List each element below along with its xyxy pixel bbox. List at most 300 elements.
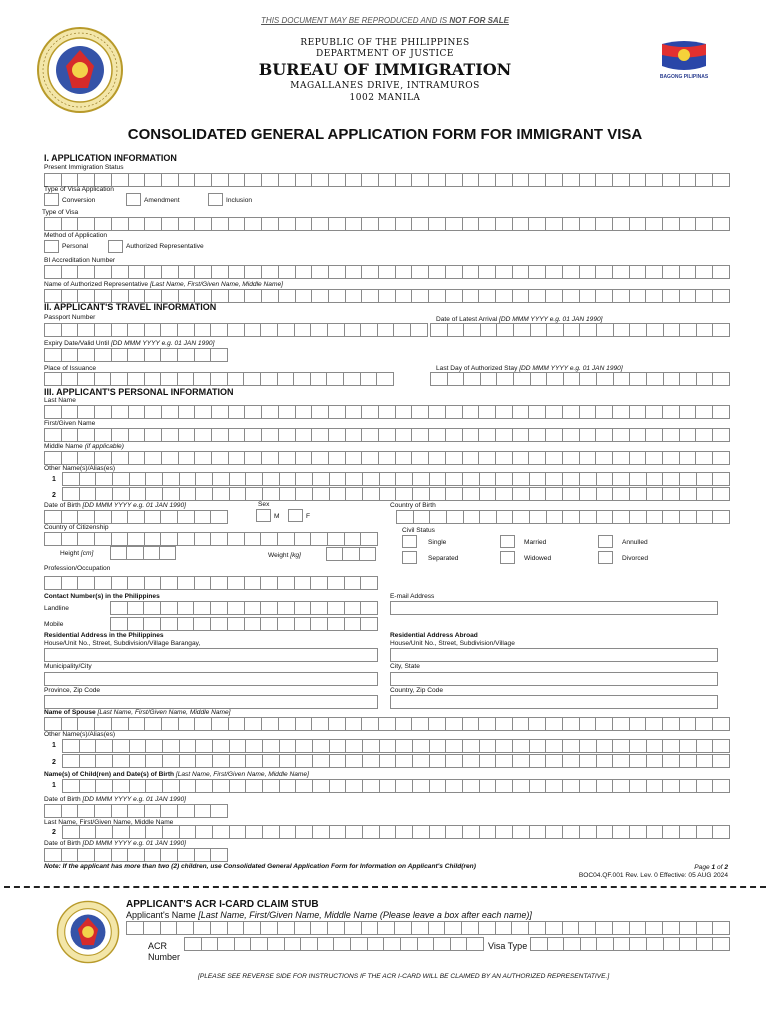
char-box[interactable]: [463, 488, 480, 500]
char-box[interactable]: [262, 174, 279, 186]
country-zip-input[interactable]: [390, 695, 718, 709]
char-box[interactable]: [713, 780, 730, 792]
char-box[interactable]: [346, 406, 363, 418]
char-box[interactable]: [145, 373, 162, 385]
char-box[interactable]: [195, 533, 212, 545]
char-box[interactable]: [111, 547, 127, 559]
char-box[interactable]: [78, 429, 95, 441]
char-box[interactable]: [96, 780, 113, 792]
char-box[interactable]: [163, 488, 180, 500]
char-box[interactable]: [580, 473, 597, 485]
char-box[interactable]: [161, 849, 178, 861]
char-box[interactable]: [296, 429, 313, 441]
char-box[interactable]: [211, 805, 228, 817]
char-box[interactable]: [664, 373, 681, 385]
char-box[interactable]: [597, 740, 614, 752]
char-box[interactable]: [128, 577, 145, 589]
char-box[interactable]: [62, 533, 79, 545]
char-box[interactable]: [229, 718, 246, 730]
bi-accred-input[interactable]: [44, 265, 730, 279]
char-box[interactable]: [363, 473, 380, 485]
char-box[interactable]: [346, 473, 363, 485]
char-box[interactable]: [229, 452, 246, 464]
char-box[interactable]: [480, 755, 497, 767]
char-box[interactable]: [362, 922, 379, 934]
char-box[interactable]: [178, 373, 195, 385]
char-box[interactable]: [613, 511, 630, 523]
char-box[interactable]: [529, 174, 546, 186]
height-input[interactable]: [110, 546, 176, 560]
char-box[interactable]: [345, 602, 362, 614]
char-box[interactable]: [45, 266, 62, 278]
char-box[interactable]: [62, 174, 79, 186]
char-box[interactable]: [547, 324, 564, 336]
char-box[interactable]: [312, 429, 329, 441]
char-box[interactable]: [713, 488, 730, 500]
char-box[interactable]: [62, 218, 79, 230]
char-box[interactable]: [296, 718, 313, 730]
char-box[interactable]: [329, 406, 346, 418]
char-box[interactable]: [613, 718, 630, 730]
char-box[interactable]: [330, 826, 347, 838]
char-box[interactable]: [546, 452, 563, 464]
char-box[interactable]: [630, 473, 647, 485]
char-box[interactable]: [195, 805, 212, 817]
char-box[interactable]: [128, 349, 145, 361]
char-box[interactable]: [343, 548, 359, 560]
char-box[interactable]: [396, 488, 413, 500]
char-box[interactable]: [329, 718, 346, 730]
char-box[interactable]: [360, 548, 376, 560]
char-box[interactable]: [80, 740, 97, 752]
char-box[interactable]: [497, 373, 514, 385]
char-box[interactable]: [396, 452, 413, 464]
expiry-input[interactable]: [44, 348, 228, 362]
char-box[interactable]: [680, 922, 697, 934]
char-box[interactable]: [112, 533, 129, 545]
char-box[interactable]: [262, 218, 279, 230]
char-box[interactable]: [112, 577, 129, 589]
stub-acr-input[interactable]: [184, 937, 484, 951]
char-box[interactable]: [112, 805, 129, 817]
char-box[interactable]: [430, 473, 447, 485]
char-box[interactable]: [630, 266, 647, 278]
char-box[interactable]: [45, 324, 62, 336]
char-box[interactable]: [146, 473, 163, 485]
char-box[interactable]: [45, 218, 62, 230]
char-box[interactable]: [613, 429, 630, 441]
char-box[interactable]: [496, 429, 513, 441]
char-box[interactable]: [62, 805, 79, 817]
char-box[interactable]: [646, 922, 663, 934]
passport-input[interactable]: [44, 323, 428, 337]
char-box[interactable]: [262, 718, 279, 730]
char-box[interactable]: [680, 826, 697, 838]
char-box[interactable]: [430, 740, 447, 752]
char-box[interactable]: [697, 938, 714, 950]
char-box[interactable]: [195, 324, 212, 336]
char-box[interactable]: [196, 488, 213, 500]
char-box[interactable]: [263, 740, 280, 752]
char-box[interactable]: [162, 429, 179, 441]
char-box[interactable]: [580, 406, 597, 418]
char-box[interactable]: [647, 755, 664, 767]
char-box[interactable]: [697, 826, 714, 838]
char-box[interactable]: [96, 488, 113, 500]
char-box[interactable]: [179, 429, 196, 441]
char-box[interactable]: [431, 373, 448, 385]
char-box[interactable]: [479, 922, 496, 934]
char-box[interactable]: [179, 266, 196, 278]
char-box[interactable]: [312, 406, 329, 418]
char-box[interactable]: [212, 429, 229, 441]
char-box[interactable]: [95, 577, 112, 589]
char-box[interactable]: [179, 174, 196, 186]
char-box[interactable]: [345, 922, 362, 934]
char-box[interactable]: [178, 511, 195, 523]
char-box[interactable]: [95, 718, 112, 730]
char-box[interactable]: [213, 826, 230, 838]
char-box[interactable]: [546, 826, 563, 838]
char-box[interactable]: [78, 533, 95, 545]
char-box[interactable]: [162, 218, 179, 230]
char-box[interactable]: [261, 922, 278, 934]
char-box[interactable]: [513, 266, 530, 278]
char-box[interactable]: [263, 780, 280, 792]
char-box[interactable]: [346, 290, 363, 302]
char-box[interactable]: [630, 718, 647, 730]
char-box[interactable]: [531, 324, 548, 336]
char-box[interactable]: [128, 602, 145, 614]
char-box[interactable]: [112, 406, 129, 418]
char-box[interactable]: [95, 849, 112, 861]
char-box[interactable]: [563, 452, 580, 464]
char-box[interactable]: [696, 266, 713, 278]
char-box[interactable]: [434, 938, 451, 950]
char-box[interactable]: [713, 922, 730, 934]
char-box[interactable]: [713, 373, 730, 385]
char-box[interactable]: [563, 218, 580, 230]
char-box[interactable]: [563, 266, 580, 278]
char-box[interactable]: [62, 511, 79, 523]
char-box[interactable]: [379, 266, 396, 278]
char-box[interactable]: [346, 740, 363, 752]
char-box[interactable]: [146, 740, 163, 752]
char-box[interactable]: [362, 429, 379, 441]
char-box[interactable]: [713, 826, 730, 838]
char-box[interactable]: [211, 577, 228, 589]
char-box[interactable]: [513, 290, 530, 302]
char-box[interactable]: [680, 718, 697, 730]
char-box[interactable]: [296, 740, 313, 752]
char-box[interactable]: [113, 755, 130, 767]
char-box[interactable]: [697, 373, 714, 385]
char-box[interactable]: [78, 266, 95, 278]
char-box[interactable]: [211, 602, 228, 614]
char-box[interactable]: [285, 938, 302, 950]
char-box[interactable]: [529, 290, 546, 302]
char-box[interactable]: [294, 373, 311, 385]
char-box[interactable]: [363, 780, 380, 792]
char-box[interactable]: [646, 406, 663, 418]
char-box[interactable]: [378, 324, 395, 336]
char-box[interactable]: [630, 780, 647, 792]
char-box[interactable]: [130, 488, 147, 500]
char-box[interactable]: [146, 780, 163, 792]
place-issuance-input[interactable]: [44, 372, 394, 386]
char-box[interactable]: [580, 266, 597, 278]
char-box[interactable]: [212, 290, 229, 302]
char-box[interactable]: [496, 266, 513, 278]
char-box[interactable]: [45, 290, 62, 302]
char-box[interactable]: [529, 452, 546, 464]
email-input[interactable]: [390, 601, 718, 615]
char-box[interactable]: [395, 922, 412, 934]
char-box[interactable]: [467, 938, 484, 950]
char-box[interactable]: [429, 429, 446, 441]
char-box[interactable]: [362, 406, 379, 418]
char-box[interactable]: [481, 324, 498, 336]
char-box[interactable]: [279, 718, 296, 730]
char-box[interactable]: [312, 718, 329, 730]
char-box[interactable]: [345, 533, 362, 545]
char-box[interactable]: [446, 718, 463, 730]
annulled-checkbox[interactable]: [598, 535, 613, 548]
char-box[interactable]: [261, 602, 278, 614]
char-box[interactable]: [513, 780, 530, 792]
char-box[interactable]: [62, 324, 79, 336]
char-box[interactable]: [546, 755, 563, 767]
char-box[interactable]: [95, 511, 112, 523]
char-box[interactable]: [194, 373, 211, 385]
char-box[interactable]: [211, 324, 228, 336]
char-box[interactable]: [412, 218, 429, 230]
char-box[interactable]: [696, 406, 713, 418]
mobile-input[interactable]: [110, 617, 378, 631]
child-2-dob-input[interactable]: [44, 848, 228, 862]
char-box[interactable]: [78, 290, 95, 302]
province-input[interactable]: [44, 695, 378, 709]
char-box[interactable]: [196, 473, 213, 485]
char-box[interactable]: [262, 290, 279, 302]
char-box[interactable]: [95, 324, 112, 336]
char-box[interactable]: [713, 938, 730, 950]
char-box[interactable]: [546, 290, 563, 302]
char-box[interactable]: [412, 922, 429, 934]
char-box[interactable]: [78, 324, 95, 336]
char-box[interactable]: [278, 324, 295, 336]
char-box[interactable]: [328, 533, 345, 545]
char-box[interactable]: [246, 488, 263, 500]
authorized-checkbox[interactable]: [108, 240, 123, 253]
char-box[interactable]: [384, 938, 401, 950]
char-box[interactable]: [630, 488, 647, 500]
char-box[interactable]: [445, 922, 462, 934]
char-box[interactable]: [113, 740, 130, 752]
char-box[interactable]: [178, 577, 195, 589]
char-box[interactable]: [630, 826, 647, 838]
char-box[interactable]: [180, 826, 197, 838]
char-box[interactable]: [245, 290, 262, 302]
char-box[interactable]: [446, 429, 463, 441]
char-box[interactable]: [379, 218, 396, 230]
char-box[interactable]: [362, 266, 379, 278]
char-box[interactable]: [379, 290, 396, 302]
char-box[interactable]: [463, 290, 480, 302]
char-box[interactable]: [496, 755, 513, 767]
char-box[interactable]: [697, 473, 714, 485]
char-box[interactable]: [647, 780, 664, 792]
char-box[interactable]: [512, 922, 529, 934]
char-box[interactable]: [144, 922, 161, 934]
char-box[interactable]: [212, 406, 229, 418]
char-box[interactable]: [380, 740, 397, 752]
char-box[interactable]: [45, 718, 62, 730]
char-box[interactable]: [45, 452, 62, 464]
char-box[interactable]: [113, 473, 130, 485]
char-box[interactable]: [697, 740, 714, 752]
char-box[interactable]: [179, 452, 196, 464]
char-box[interactable]: [597, 324, 614, 336]
char-box[interactable]: [412, 429, 429, 441]
char-box[interactable]: [647, 938, 664, 950]
char-box[interactable]: [245, 324, 262, 336]
char-box[interactable]: [412, 452, 429, 464]
char-box[interactable]: [180, 488, 197, 500]
char-box[interactable]: [546, 266, 563, 278]
char-box[interactable]: [663, 755, 680, 767]
char-box[interactable]: [361, 577, 378, 589]
char-box[interactable]: [113, 488, 130, 500]
char-box[interactable]: [78, 718, 95, 730]
char-box[interactable]: [396, 406, 413, 418]
char-box[interactable]: [429, 406, 446, 418]
char-box[interactable]: [346, 266, 363, 278]
char-box[interactable]: [145, 452, 162, 464]
char-box[interactable]: [194, 922, 211, 934]
char-box[interactable]: [663, 473, 680, 485]
char-box[interactable]: [263, 755, 280, 767]
char-box[interactable]: [663, 218, 680, 230]
char-box[interactable]: [647, 373, 664, 385]
char-box[interactable]: [279, 290, 296, 302]
char-box[interactable]: [713, 718, 730, 730]
char-box[interactable]: [463, 755, 480, 767]
char-box[interactable]: [202, 938, 219, 950]
char-box[interactable]: [178, 349, 195, 361]
char-box[interactable]: [161, 373, 178, 385]
char-box[interactable]: [614, 373, 631, 385]
char-box[interactable]: [663, 452, 680, 464]
char-box[interactable]: [244, 922, 261, 934]
type-visa-input[interactable]: [44, 217, 730, 231]
char-box[interactable]: [379, 452, 396, 464]
char-box[interactable]: [245, 174, 262, 186]
char-box[interactable]: [312, 452, 329, 464]
char-box[interactable]: [613, 740, 630, 752]
char-box[interactable]: [351, 938, 368, 950]
char-box[interactable]: [261, 373, 278, 385]
char-box[interactable]: [95, 349, 112, 361]
married-checkbox[interactable]: [500, 535, 515, 548]
char-box[interactable]: [78, 849, 95, 861]
char-box[interactable]: [430, 511, 447, 523]
char-box[interactable]: [296, 266, 313, 278]
char-box[interactable]: [280, 755, 297, 767]
char-box[interactable]: [195, 849, 212, 861]
char-box[interactable]: [413, 473, 430, 485]
char-box[interactable]: [446, 452, 463, 464]
char-box[interactable]: [496, 922, 513, 934]
char-box[interactable]: [529, 406, 546, 418]
char-box[interactable]: [496, 218, 513, 230]
char-box[interactable]: [45, 577, 62, 589]
char-box[interactable]: [481, 373, 498, 385]
char-box[interactable]: [296, 755, 313, 767]
last-day-input[interactable]: [430, 372, 730, 386]
char-box[interactable]: [246, 473, 263, 485]
char-box[interactable]: [529, 429, 546, 441]
other-name-2-input[interactable]: [62, 487, 730, 501]
char-box[interactable]: [346, 452, 363, 464]
char-box[interactable]: [597, 780, 614, 792]
char-box[interactable]: [597, 488, 614, 500]
char-box[interactable]: [548, 938, 565, 950]
char-box[interactable]: [597, 755, 614, 767]
char-box[interactable]: [713, 511, 730, 523]
char-box[interactable]: [663, 780, 680, 792]
char-box[interactable]: [513, 718, 530, 730]
separated-checkbox[interactable]: [402, 551, 417, 564]
char-box[interactable]: [262, 452, 279, 464]
char-box[interactable]: [680, 290, 697, 302]
char-box[interactable]: [463, 452, 480, 464]
char-box[interactable]: [580, 780, 597, 792]
char-box[interactable]: [229, 290, 246, 302]
char-box[interactable]: [112, 324, 129, 336]
char-box[interactable]: [462, 922, 479, 934]
char-box[interactable]: [546, 429, 563, 441]
char-box[interactable]: [529, 266, 546, 278]
char-box[interactable]: [129, 218, 146, 230]
char-box[interactable]: [530, 755, 547, 767]
char-box[interactable]: [45, 174, 62, 186]
char-box[interactable]: [479, 218, 496, 230]
char-box[interactable]: [80, 755, 97, 767]
char-box[interactable]: [530, 740, 547, 752]
char-box[interactable]: [180, 755, 197, 767]
char-box[interactable]: [329, 218, 346, 230]
char-box[interactable]: [697, 922, 714, 934]
char-box[interactable]: [246, 826, 263, 838]
char-box[interactable]: [680, 324, 697, 336]
char-box[interactable]: [262, 266, 279, 278]
char-box[interactable]: [613, 406, 630, 418]
char-box[interactable]: [129, 718, 146, 730]
char-box[interactable]: [63, 780, 80, 792]
char-box[interactable]: [313, 826, 330, 838]
char-box[interactable]: [713, 324, 730, 336]
char-box[interactable]: [680, 755, 697, 767]
char-box[interactable]: [194, 618, 211, 630]
char-box[interactable]: [378, 922, 395, 934]
char-box[interactable]: [513, 826, 530, 838]
char-box[interactable]: [311, 533, 328, 545]
char-box[interactable]: [431, 324, 448, 336]
char-box[interactable]: [328, 577, 345, 589]
char-box[interactable]: [161, 511, 178, 523]
char-box[interactable]: [613, 826, 630, 838]
